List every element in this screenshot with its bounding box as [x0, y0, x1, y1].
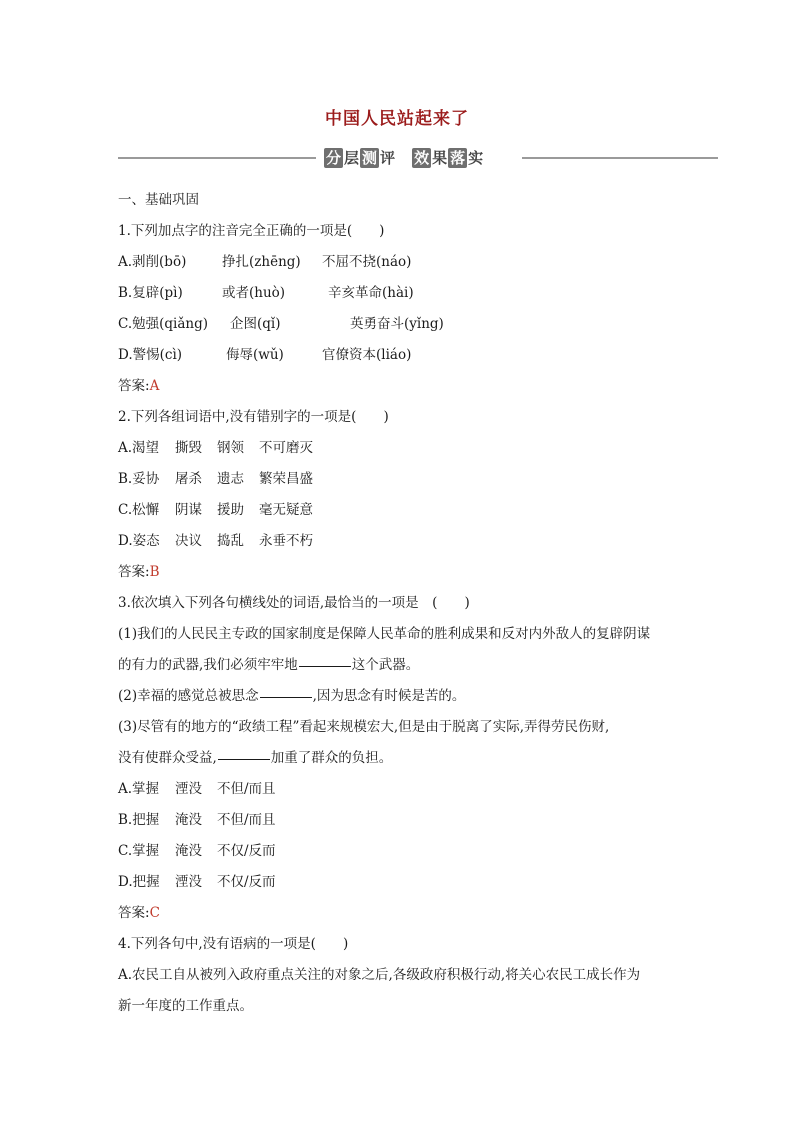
answer-label: 答案:: [118, 905, 150, 921]
sentence-text: [118, 650, 688, 681]
option-item: 挣扎(zhēng): [222, 254, 301, 270]
answer-value: B: [149, 564, 160, 580]
text-run: 这个武器。: [351, 657, 420, 673]
option-item: D.警惕(cì): [118, 347, 183, 363]
option-item: 援助: [217, 502, 244, 518]
banner-char: 实: [468, 149, 484, 167]
option-row: [118, 774, 688, 805]
option-text: A.农民工自从被列入政府重点关注的对象之后,各级政府积极行动,将关心农民工成长作为: [118, 967, 641, 983]
banner-tags: [324, 147, 484, 169]
document-body: [118, 185, 688, 1022]
option-item: 英勇奋斗(yǐng): [350, 316, 444, 332]
option-row: [118, 247, 688, 278]
text-run: 加重了群众的负担。: [270, 750, 393, 766]
banner-char: 果: [432, 149, 448, 167]
option-row: [118, 495, 688, 526]
option-item: C.松懈: [118, 502, 160, 518]
option-item: 不但/而且: [217, 812, 276, 828]
text-run: ,因为思念有时候是苦的。: [312, 688, 466, 704]
option-item: 不可磨灭: [259, 440, 313, 456]
option-row: [118, 805, 688, 836]
sentence-text: [118, 743, 688, 774]
banner-char: 测: [362, 149, 378, 167]
option-row: [118, 464, 688, 495]
banner-line-left: [118, 157, 316, 159]
fill-blank: [299, 665, 351, 667]
banner-line-right: [522, 157, 718, 159]
option-item: 或者(huò): [222, 285, 286, 301]
answer-value: A: [149, 378, 160, 394]
question-stem: 4.下列各句中,没有语病的一项是( ): [118, 936, 349, 952]
option-item: 决议: [175, 533, 202, 549]
option-item: A.渴望: [118, 440, 160, 456]
option-item: 企图(qǐ): [230, 316, 281, 332]
option-item: A.剥削(bō): [118, 254, 187, 270]
option-row: [118, 433, 688, 464]
banner-char: 落: [450, 149, 466, 167]
option-item: A.掌握: [118, 781, 160, 797]
answer-line: [118, 371, 688, 402]
option-item: 不仅/反而: [217, 843, 276, 859]
answer-value: C: [149, 905, 160, 921]
fill-blank: [218, 758, 270, 760]
option-item: 官僚资本(liáo): [322, 347, 412, 363]
option-item: 淹没: [175, 843, 202, 859]
question-stem: 1.下列加点字的注音完全正确的一项是( ): [118, 223, 385, 239]
option-row: [118, 526, 688, 557]
banner-char: 效: [414, 149, 430, 167]
option-item: 淹没: [175, 812, 202, 828]
banner-char: 分: [326, 149, 342, 167]
text-run: 没有使群众受益,: [118, 750, 217, 766]
option-item: 屠杀: [175, 471, 202, 487]
section-banner: [118, 144, 718, 172]
option-item: B.复辟(pì): [118, 285, 183, 301]
option-item: 不屈不挠(náo): [322, 254, 412, 270]
option-item: 捣乱: [217, 533, 244, 549]
option-item: 繁荣昌盛: [259, 471, 313, 487]
sentence-text: (3)尽管有的地方的“政绩工程”看起来规模宏大,但是由于脱离了实际,弄得劳民伤财,: [118, 719, 610, 735]
option-row: [118, 867, 688, 898]
option-item: B.把握: [118, 812, 160, 828]
option-item: 毫无疑意: [259, 502, 313, 518]
option-item: 辛亥革命(hài): [328, 285, 414, 301]
option-item: 侮辱(wǔ): [226, 347, 284, 363]
option-row: [118, 309, 688, 340]
option-item: 遗志: [217, 471, 244, 487]
question-stem: 3.依次填入下列各句横线处的词语,最恰当的一项是 ( ): [118, 595, 470, 611]
section-heading: 一、基础巩固: [118, 192, 199, 208]
answer-label: 答案:: [118, 564, 150, 580]
banner-char: 评: [380, 149, 396, 167]
option-item: 湮没: [175, 781, 202, 797]
banner-char: 层: [344, 149, 360, 167]
text-run: 的有力的武器,我们必须牢牢地: [118, 657, 298, 673]
answer-line: [118, 557, 688, 588]
option-row: [118, 340, 688, 371]
option-item: 不但/而且: [217, 781, 276, 797]
option-text: 新一年度的工作重点。: [118, 998, 253, 1014]
option-item: 永垂不朽: [259, 533, 313, 549]
option-item: 钢领: [217, 440, 244, 456]
option-item: 不仅/反而: [217, 874, 276, 890]
sentence-text: (1)我们的人民民主专政的国家制度是保障人民革命的胜利成果和反对内外敌人的复辟阴谋: [118, 626, 651, 642]
option-item: C.勉强(qiǎng): [118, 316, 209, 332]
page-title: 中国人民站起来了: [325, 109, 469, 129]
answer-label: 答案:: [118, 378, 150, 394]
sentence-text: [118, 681, 688, 712]
answer-line: [118, 898, 688, 929]
option-item: 湮没: [175, 874, 202, 890]
option-row: [118, 836, 688, 867]
option-item: C.掌握: [118, 843, 160, 859]
option-row: [118, 278, 688, 309]
option-item: B.妥协: [118, 471, 160, 487]
question-stem: 2.下列各组词语中,没有错别字的一项是( ): [118, 409, 389, 425]
option-item: 撕毁: [175, 440, 202, 456]
option-item: D.把握: [118, 874, 160, 890]
option-item: 阴谋: [175, 502, 202, 518]
option-item: D.姿态: [118, 533, 160, 549]
text-run: (2)幸福的感觉总被思念: [118, 688, 259, 704]
fill-blank: [260, 696, 312, 698]
